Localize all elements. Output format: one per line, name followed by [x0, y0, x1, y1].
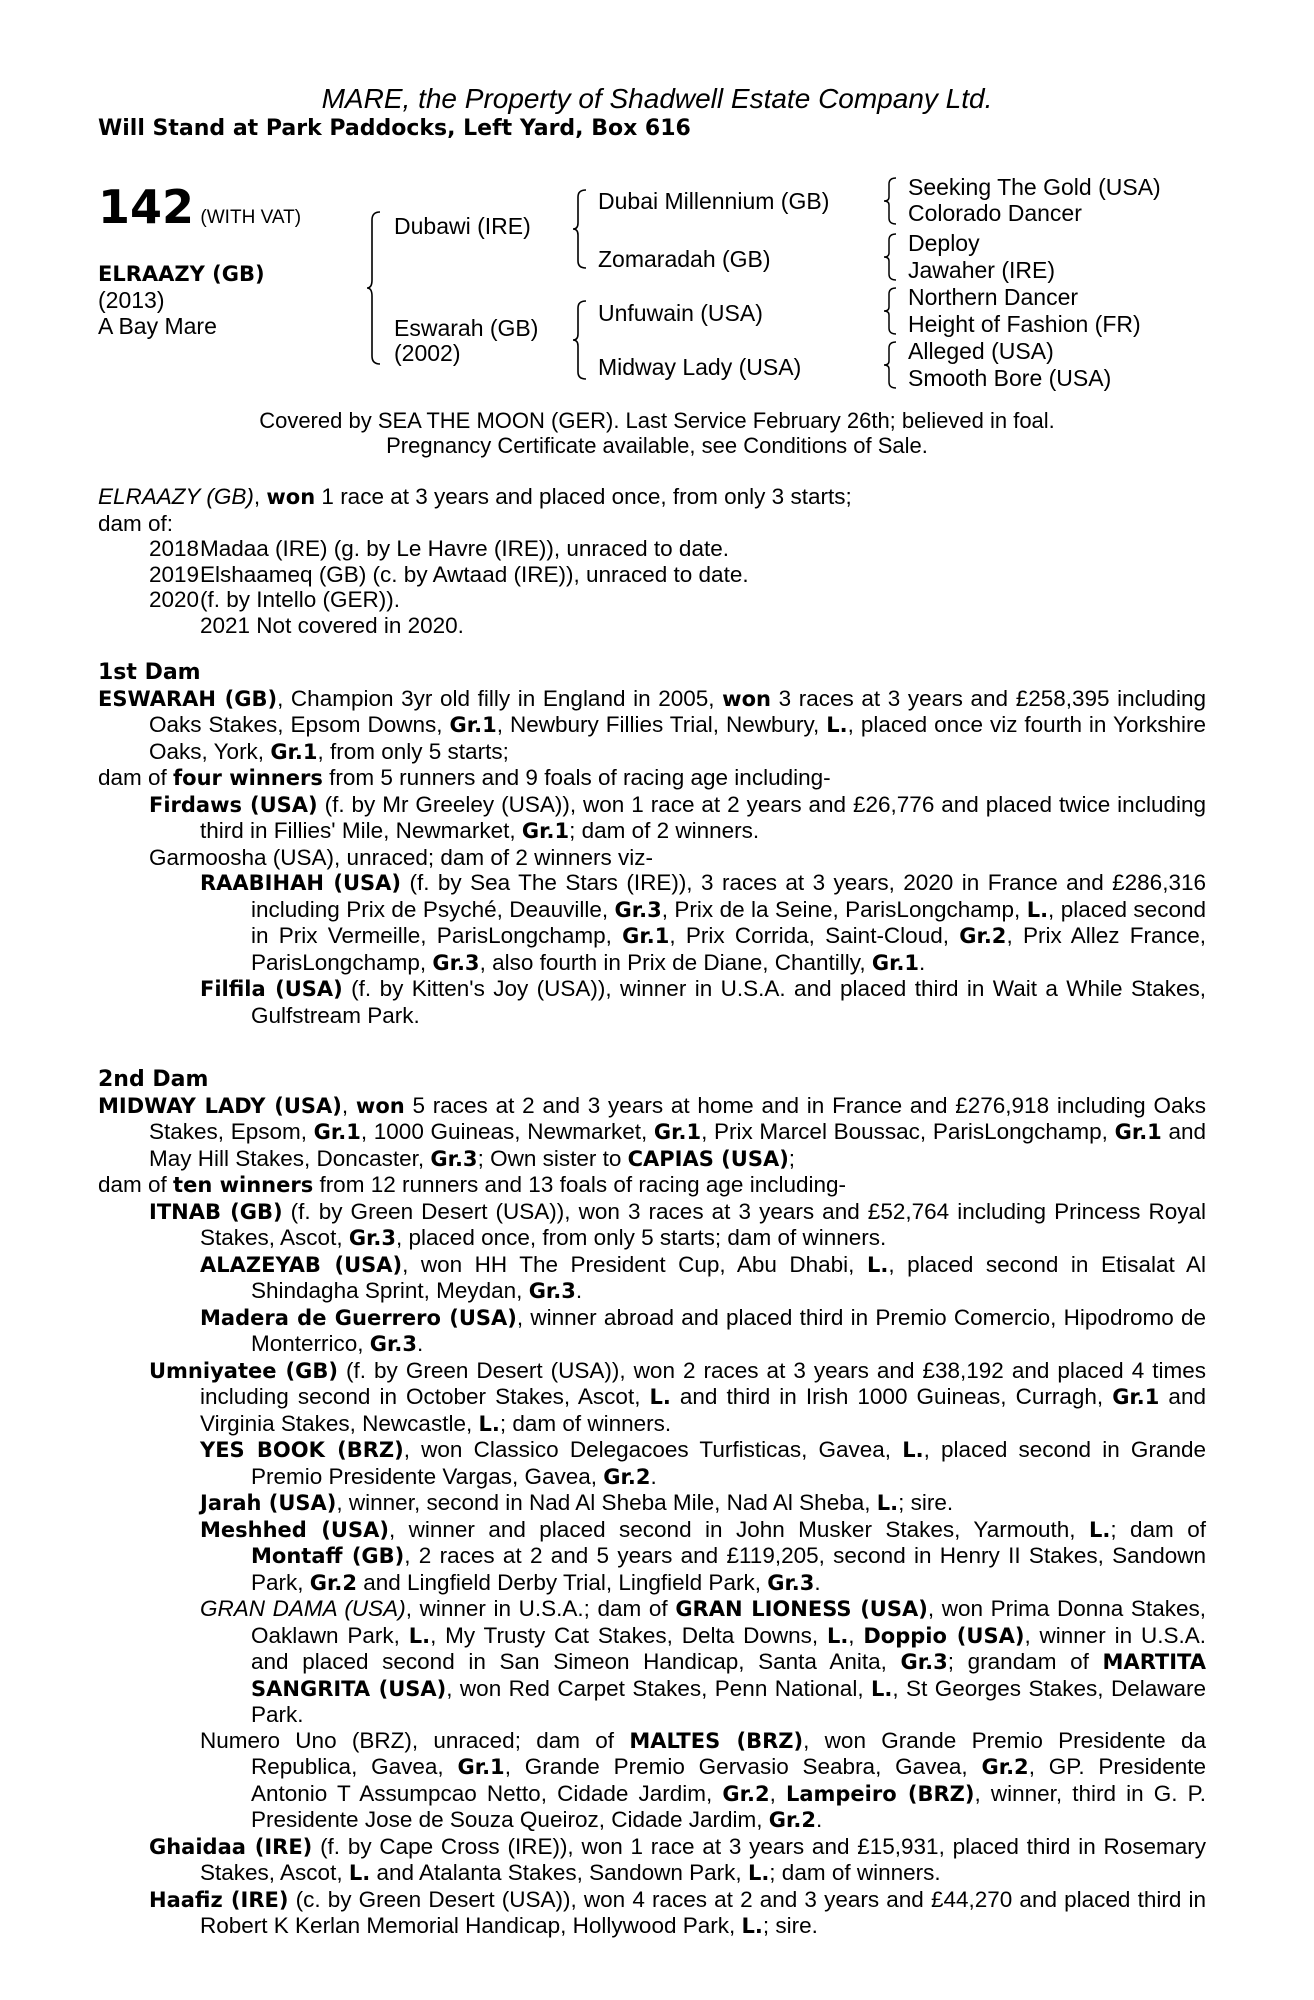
pedigree-brace-dam-parents — [572, 298, 590, 382]
grade: L. — [866, 1252, 889, 1277]
produce-entry: Garmoosha (USA), unraced; dam of 2 winners viz- — [149, 844, 653, 870]
produce-entry — [98, 1887, 1206, 1940]
pedigree-dam-year: (2002) — [394, 340, 461, 366]
produce-entry — [98, 1490, 1206, 1517]
text: ; dam of winners. — [769, 1860, 941, 1885]
text: ; dam of — [1110, 1516, 1206, 1542]
vendor-title: MARE, the Property of Shadwell Estate Company Ltd. — [321, 83, 993, 114]
foal-text: (f. by Intello (GER)). — [200, 587, 401, 612]
horse-name: Firdaws (USA) — [149, 792, 318, 817]
grade: Gr.2 — [959, 924, 1007, 948]
grade: Gr.3 — [767, 1570, 815, 1595]
text: . — [575, 1278, 583, 1303]
horse-name: Madera de Guerrero (USA) — [200, 1305, 517, 1330]
pedigree-dam-sire: Unfuwain (USA) — [598, 300, 763, 326]
grade: L. — [747, 1861, 770, 1885]
text: ; sire. — [898, 1490, 954, 1515]
pedigree-sire-sire: Dubai Millennium (GB) — [598, 188, 830, 214]
foal-row — [98, 562, 1206, 588]
grade: L. — [348, 1861, 371, 1885]
text: , Grande Premio Gervasio Seabra, Gavea, — [504, 1754, 982, 1779]
pedigree-dam-dam: Midway Lady (USA) — [598, 354, 802, 380]
produce-entry — [98, 1728, 1206, 1834]
produce-entry — [98, 870, 1206, 976]
text: . — [815, 1807, 823, 1832]
brace-gen3-b — [882, 231, 900, 283]
covered-note: Covered by SEA THE MOON (GER). Last Service February 26th; believed in foal. — [259, 408, 1055, 433]
produce-entry — [98, 1596, 1206, 1728]
text: , placed second in Grande Premio Presidente Vargas, Gavea, — [251, 1437, 1206, 1489]
text: , GP. Presidente Antonio T Assumpcao Netto, Cidade Jardim, — [251, 1754, 1206, 1806]
lot-number-line — [98, 182, 301, 232]
text: , winner in U.S.A. and placed second in San Simeon Handicap, Santa Anita, — [251, 1622, 1206, 1674]
grade: L. — [741, 1914, 763, 1938]
text: and third in Irish 1000 Guineas, Curragh, — [670, 1384, 1113, 1409]
produce-entry — [98, 1517, 1206, 1597]
horse-name: Jarah (USA) — [200, 1491, 337, 1515]
dam-of-line — [98, 765, 1206, 792]
text: ; Own sister to — [477, 1145, 628, 1171]
stabling-line: Will Stand at Park Paddocks, Left Yard, Box 616 — [98, 116, 691, 141]
text: ; sire. — [762, 1913, 818, 1938]
text: , winner, second in Nad Al Sheba Mile, Nad Al Sheba, — [336, 1490, 877, 1515]
foal-text: Madaa (IRE) (g. by Le Havre (IRE)), unraced to date. — [200, 536, 729, 561]
text: , Prix Allez France, ParisLongchamp, — [251, 923, 1207, 975]
section-heading: 1st Dam — [98, 660, 201, 685]
text: (f. by Kitten's Joy (USA)), winner in U.S.A. and placed third in Wait a While Stakes, Gulfstream Park. — [251, 976, 1206, 1028]
pedigree-sire-dam: Zomaradah (GB) — [598, 246, 771, 272]
pregnancy-note: Pregnancy Certificate available, see Conditions of Sale. — [386, 433, 928, 458]
foal-year — [98, 613, 200, 639]
dam-of-line — [98, 1172, 1206, 1199]
lot-number: 142 — [98, 180, 195, 234]
grade: Gr.3 — [348, 1226, 397, 1250]
pedigree-dd-dam: Smooth Bore (USA) — [908, 365, 1112, 391]
text: from 12 runners and 13 foals of racing age including- — [313, 1172, 847, 1197]
won-word: won — [266, 485, 316, 509]
text: . — [417, 1331, 424, 1356]
foal-text: Elshaameq (GB) (c. by Awtaad (IRE)), unraced to date. — [200, 561, 749, 587]
grade: Gr.1 — [1112, 1385, 1160, 1409]
text: , winner abroad and placed third in Premio Comercio, Hipodromo de Monterrico, — [251, 1304, 1207, 1356]
horse-name: Lampeiro (BRZ) — [785, 1781, 975, 1806]
grade: L. — [1088, 1517, 1111, 1542]
text: (f. by Cape Cross (IRE)), won 1 race at 3 years and £15,931, placed third in Rosemary Stakes, Ascot, — [200, 1833, 1207, 1885]
vat-note: (WITH VAT) — [200, 207, 302, 228]
text: 1 race at 3 years and placed once, from only 3 starts; — [315, 484, 852, 509]
grade: Gr.1 — [653, 1120, 702, 1144]
foal-year: 2020 — [149, 587, 200, 612]
pedigree-brace-sire-dam — [366, 208, 386, 368]
text: , won Prima Donna Stakes, Oaklawn Park, — [251, 1596, 1206, 1648]
text: , — [253, 484, 267, 509]
foal-row — [98, 536, 1206, 562]
horse-name: Montaff (GB) — [251, 1544, 405, 1568]
pedigree-ss-sire: Seeking The Gold (USA) — [908, 174, 1161, 200]
grade: L. — [1026, 897, 1049, 922]
text: , — [848, 1622, 864, 1648]
dam-of-label: dam of: — [98, 510, 174, 536]
mare-record — [98, 484, 1206, 638]
grade: Gr.1 — [457, 1755, 505, 1779]
grade: Gr.1 — [521, 819, 570, 843]
grade: Gr.3 — [614, 897, 662, 922]
text: . — [919, 949, 926, 975]
text: (f. by Green Desert (USA)), won 2 races at 3 years and £38,192 and placed 4 times including second in October Stakes, Ascot, — [200, 1357, 1207, 1409]
horse-name: ALAZEYAB (USA) — [200, 1252, 403, 1277]
pedigree-dd-sire: Alleged (USA) — [908, 338, 1054, 364]
text: , winner, third in G. P. Presidente Jose de Souza Queiroz, Cidade Jardim, — [251, 1780, 1206, 1832]
brace-gen3-d — [882, 339, 900, 391]
text: , won Classico Delegacoes Turfisticas, Gavea, — [403, 1437, 903, 1462]
text: (f. by Green Desert (USA)), won 3 races at 3 years and £52,764 including Princess Royal Stakes, Ascot, — [200, 1198, 1206, 1250]
text: from 5 runners and 9 foals of racing age including- — [322, 765, 831, 790]
produce-entry — [98, 1199, 1206, 1252]
horse-name: ITNAB (GB) — [149, 1199, 283, 1224]
horse-name: Doppio (USA) — [863, 1623, 1025, 1648]
horse-name: Umniyatee (GB) — [149, 1358, 338, 1383]
second-dam-entry — [98, 1093, 1206, 1173]
text: , won Red Carpet Stakes, Penn National, — [446, 1675, 872, 1701]
horse-name: ESWARAH (GB) — [98, 686, 278, 711]
foal-year: 2019 — [149, 561, 200, 587]
text: and Atalanta Stakes, Sandown Park, — [370, 1860, 748, 1885]
text: . — [814, 1569, 821, 1595]
grade: Gr.1 — [1114, 1120, 1162, 1144]
grade: Gr.1 — [270, 739, 318, 764]
text: , — [341, 1092, 356, 1118]
text: , from only 5 starts; — [317, 738, 509, 764]
lot-name: ELRAAZY (GB) — [98, 262, 265, 286]
text: , 2 races at 2 and 5 years and £119,205, second in Henry II Stakes, Sandown Park, — [251, 1543, 1206, 1595]
text: dam of — [98, 765, 174, 790]
produce-entry — [98, 1252, 1206, 1305]
won-word: won — [722, 686, 771, 711]
pedigree-brace-sire-parents — [572, 187, 590, 271]
brace-gen3-c — [882, 285, 900, 337]
horse-name: Filfila (USA) — [200, 977, 343, 1001]
horse-name: MALTES (BRZ) — [629, 1728, 804, 1753]
text: , Prix Corrida, Saint-Cloud, — [669, 923, 960, 948]
grade: L. — [408, 1623, 431, 1648]
grade: L. — [902, 1438, 924, 1462]
text: , 1000 Guineas, Newmarket, — [360, 1119, 654, 1144]
text: , won Grande Premio Presidente da Republica, Gavea, — [251, 1727, 1206, 1779]
produce-entry — [98, 976, 1206, 1028]
pedigree-ds-sire: Northern Dancer — [908, 284, 1079, 310]
produce-entry — [98, 1358, 1206, 1438]
text: , Champion 3yr old filly in England in 2005, — [277, 685, 723, 711]
grade: L. — [478, 1411, 500, 1436]
grade: L. — [876, 1491, 899, 1515]
pedigree-sd-sire: Deploy — [908, 230, 980, 256]
text: 3 races at 3 years and £258,395 including Oaks Stakes, Epsom Downs, — [149, 685, 1206, 737]
text: , won HH The President Cup, Abu Dhabi, — [402, 1251, 867, 1277]
grade: Gr.1 — [622, 924, 670, 948]
text: dam of — [98, 1172, 174, 1197]
pedigree-ss-dam: Colorado Dancer — [908, 200, 1082, 226]
brace-gen3-a — [882, 175, 900, 227]
won-word: won — [355, 1093, 405, 1118]
pedigree-sd-dam: Jawaher (IRE) — [908, 257, 1055, 283]
first-dam-entry — [98, 686, 1206, 766]
lot-year: (2013) — [98, 287, 165, 313]
grade: Gr.1 — [871, 950, 920, 975]
produce-entry — [98, 1834, 1206, 1887]
text: (c. by Green Desert (USA)), won 4 races at 2 and 3 years and £44,270 and placed third in Robert K Kerlan Memorial Handicap, Hollywood Park, — [200, 1886, 1207, 1938]
text: , Prix de la Seine, ParisLongchamp, — [661, 896, 1027, 922]
foal-row — [98, 613, 1206, 639]
first-dam-section — [98, 660, 1206, 1028]
horse-name: CAPIAS (USA) — [627, 1146, 789, 1171]
foal-year: 2018 — [149, 536, 200, 561]
grade: L. — [649, 1385, 671, 1409]
text: , winner and placed second in John Musker Stakes, Yarmouth, — [388, 1516, 1089, 1542]
grade: L. — [826, 1623, 849, 1648]
text: ; grandam of — [947, 1649, 1103, 1674]
text: , placed once viz fourth in Yorkshire Oaks, York, — [149, 712, 1206, 764]
grade: Gr.1 — [449, 713, 497, 737]
text: and Virginia Stakes, Newcastle, — [200, 1384, 1206, 1436]
grade: Gr.3 — [528, 1279, 576, 1303]
pedigree-sire: Dubawi (IRE) — [394, 213, 531, 239]
text: 5 races at 2 and 3 years at home and in France and £276,918 including Oaks Stakes, Epsom, — [149, 1092, 1206, 1144]
winners-count: ten winners — [173, 1173, 314, 1197]
produce-entry — [98, 1437, 1206, 1490]
horse-name: RAABIHAH (USA) — [200, 871, 402, 895]
lot-description: A Bay Mare — [98, 313, 217, 339]
text: , placed once, from only 5 starts; dam of winners. — [396, 1225, 887, 1250]
grade: Gr.2 — [309, 1570, 357, 1595]
text: . — [650, 1463, 657, 1489]
section-heading: 2nd Dam — [98, 1067, 209, 1092]
produce-entry — [98, 792, 1206, 845]
horse-name: YES BOOK (BRZ) — [200, 1438, 404, 1462]
produce-entry — [98, 1305, 1206, 1358]
horse-name: Haafiz (IRE) — [149, 1887, 289, 1912]
horse-name: MIDWAY LADY (USA) — [98, 1093, 342, 1118]
text: , Newbury Fillies Trial, Newbury, — [496, 712, 827, 737]
foal-row — [98, 587, 1206, 613]
grade: Gr.3 — [369, 1332, 417, 1356]
foal-text: 2021 Not covered in 2020. — [200, 612, 464, 638]
text: , winner in U.S.A.; dam of — [405, 1596, 676, 1621]
second-dam-section — [98, 1067, 1206, 1940]
text: , Prix Marcel Boussac, ParisLongchamp, — [701, 1119, 1115, 1144]
grade: Gr.2 — [768, 1808, 816, 1832]
text: ; — [788, 1145, 796, 1171]
text: ; dam of 2 winners. — [569, 818, 760, 843]
grade: L. — [826, 713, 848, 737]
horse-name: Ghaidaa (IRE) — [149, 1834, 313, 1859]
horse-name: GRAN DAMA (USA) — [200, 1596, 406, 1621]
text: , also fourth in Prix de Diane, Chantilly, — [479, 949, 872, 975]
text: Numero Uno (BRZ), unraced; dam of — [200, 1727, 630, 1753]
text: and Lingfield Derby Trial, Lingfield Park, — [356, 1569, 768, 1595]
text: (f. by Mr Greeley (USA)), won 1 race at 2 years and £26,776 and placed twice including third in Fillies' Mile, Newmarket, — [200, 791, 1207, 843]
grade: Gr.2 — [981, 1755, 1029, 1779]
horse-name: MARTITA SANGRITA (USA) — [251, 1650, 1207, 1701]
text: , placed second in Etisalat Al Shindagha Sprint, Meydan, — [251, 1251, 1206, 1303]
text: , St Georges Stakes, Delaware Park. — [251, 1675, 1206, 1727]
mare-name: ELRAAZY (GB) — [98, 484, 254, 509]
pedigree-dam: Eswarah (GB) — [394, 315, 539, 341]
text: ; dam of winners. — [499, 1410, 672, 1436]
text: and May Hill Stakes, Doncaster, — [149, 1119, 1207, 1171]
grade: Gr.3 — [432, 950, 480, 975]
grade: Gr.2 — [603, 1464, 651, 1489]
pedigree-ds-dam: Height of Fashion (FR) — [908, 311, 1141, 337]
grade: Gr.2 — [722, 1781, 770, 1806]
grade: Gr.1 — [313, 1120, 361, 1144]
grade: Gr.3 — [430, 1146, 478, 1171]
text: , placed second in Prix Vermeille, ParisLongchamp, — [251, 896, 1206, 948]
text: (f. by Sea The Stars (IRE)), 3 races at 3 years, 2020 in France and £286,316 including Prix de Psyché, Deauville, — [251, 870, 1206, 922]
grade: Gr.3 — [900, 1650, 948, 1674]
horse-name: Meshhed (USA) — [200, 1517, 389, 1542]
horse-name: GRAN LIONESS (USA) — [675, 1597, 928, 1621]
text: , — [769, 1780, 786, 1806]
grade: L. — [871, 1676, 893, 1701]
winners-count: four winners — [173, 766, 323, 790]
text: , My Trusty Cat Stakes, Delta Downs, — [430, 1622, 827, 1648]
